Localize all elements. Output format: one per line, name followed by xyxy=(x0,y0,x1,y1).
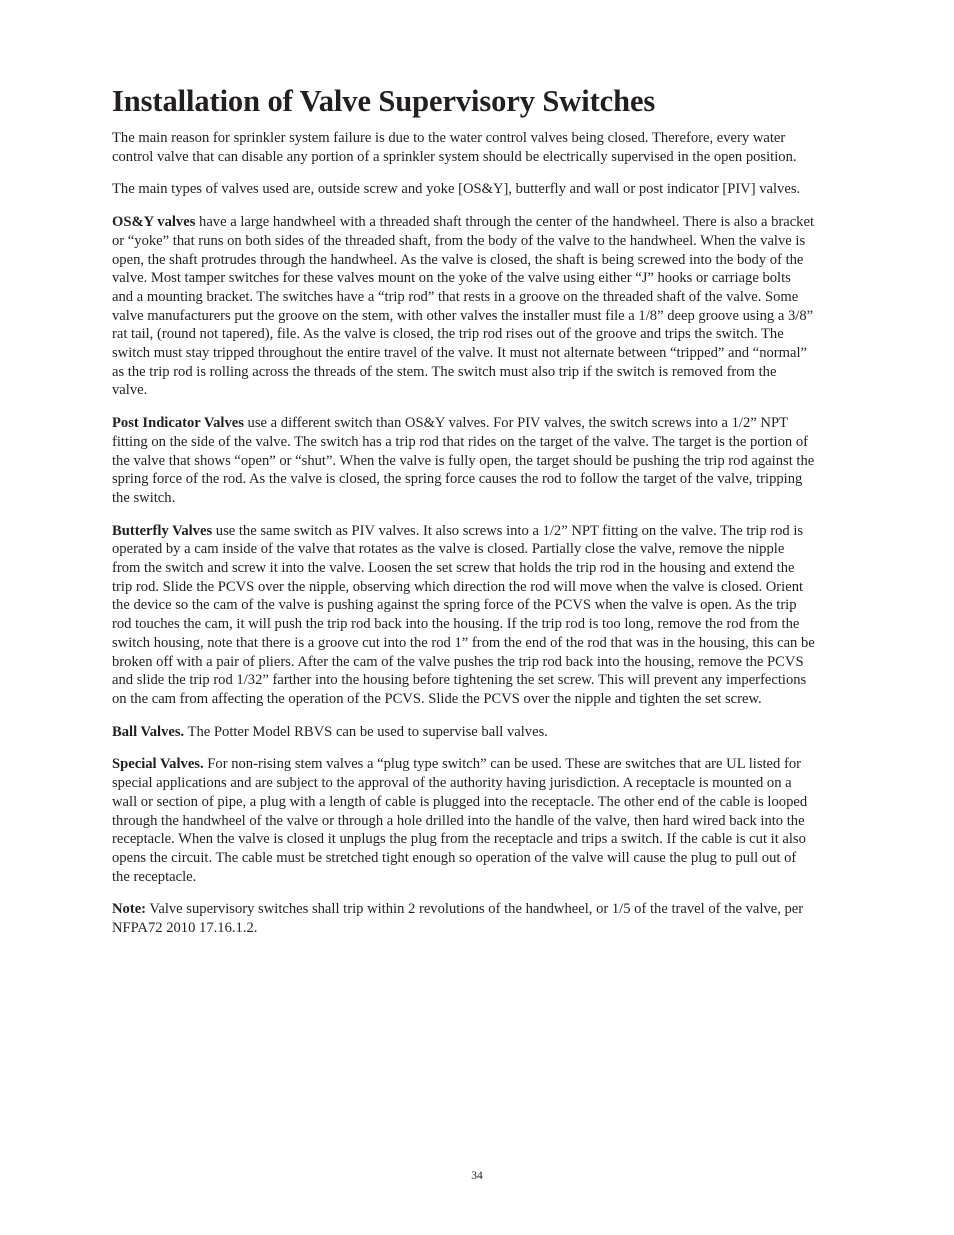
paragraph-lead: Post Indicator Valves xyxy=(112,415,244,432)
page-content xyxy=(112,82,815,952)
paragraph-text: use the same switch as PIV valves. It also screws into a 1/2” NPT fitting on the valve. The trip rod is operated by a cam inside of the valve that rotates as the valve is closed. Partially close the valve, remove the nipple from the switch and screw it into the valve. Loosen the set screw that holds the trip rod in the housing and extend the trip rod. Slide the PCVS over the nipple, observing which direction the rod will move when the valve is closed. Orient the device so the cam of the valve is pushing against the spring force of the PCVS when the valve is open. As the trip rod touches the cam, it will push the trip rod back into the housing. If the trip rod is too long, remove the rod from the switch housing, note that there is a groove cut into the rod 1” from the end of the rod that was in the housing, this can be broken off with a pair of pliers. After the cam of the valve pushes the trip rod back into the housing, remove the PCVS and slide the trip rod 1/32” farther into the housing before tightening the set screw. This will prevent any imperfections on the cam from affecting the operation of the PCVS. Slide the PCVS over the nipple and tighten the set screw. xyxy=(112,522,815,707)
paragraph-lead: Butterfly Valves xyxy=(112,522,213,539)
paragraph-lead: OS&Y valves xyxy=(112,214,196,231)
page-number: 34 xyxy=(471,1170,483,1182)
paragraph-text: For non-rising stem valves a “plug type switch” can be used. These are switches that are UL listed for special applications and are subject to the approval of the authority having jurisdiction. A receptacle is mounted on a wall or section of pipe, a plug with a length of cable is plugged into the receptacle. The other end of the cable is looped through the handwheel of the valve or through a hole drilled into the handle of the valve, then hard wired back into the receptacle. When the valve is closed it unplugs the plug from the receptacle and trips a switch. If the cable is cut it also opens the circuit. The cable must be stretched tight enough so operation of the valve will cause the plug to pull out of the receptacle. xyxy=(112,756,808,885)
paragraph-text: use a different switch than OS&Y valves. For PIV valves, the switch screws into a 1/2” NPT fitting on the side of the valve. The switch has a trip rod that rides on the target of the valve. The target is the portion of the valve that shows “open” or “shut”. When the valve is fully open, the target should be pushing the trip rod against the spring force of the rod. As the valve is closed, the spring force causes the rod to follow the target of the valve, tripping the switch. xyxy=(112,415,815,506)
paragraph-text: The Potter Model RBVS can be used to supervise ball valves. xyxy=(184,723,548,740)
paragraph-post-indicator-valves xyxy=(112,414,815,508)
paragraph-osy-valves xyxy=(112,213,815,400)
paragraph-text: The main reason for sprinkler system failure is due to the water control valves being closed. Therefore, every water control valve that can disable any portion of a sprinkler system should be electrically supervised in the open position. xyxy=(112,130,797,165)
paragraph-text: Valve supervisory switches shall trip within 2 revolutions of the handwheel, or 1/5 of the travel of the valve, per NFPA72 2010 17.16.1.2. xyxy=(112,901,804,937)
paragraph-butterfly-valves xyxy=(112,522,815,709)
paragraph-lead: Special Valves. xyxy=(112,756,204,773)
paragraph-lead: Note: xyxy=(112,901,147,918)
paragraph-text: have a large handwheel with a threaded shaft through the center of the handwheel. There is also a bracket or “yoke” that runs on both sides of the threaded shaft, from the body of the valve to the handwheel. When the valve is open, the shaft protrudes through the handwheel. As the valve is closed, the shaft is being screwed into the body of the valve. Most tamper switches for these valves mount on the yoke of the valve using either “J” hooks or carriage bolts and a mounting bracket. The switches have a “trip rod” that rests in a groove on the threaded shaft of the valve. Some valve manufacturers put the groove on the stem, with other valves the installer must file a 1/8” deep groove using a 3/8” rat tail, (round not tapered), file. As the valve is closed, the trip rod rises out of the groove and trips the switch. The switch must stay tripped throughout the entire travel of the valve. It must not alternate between “tripped” and “normal” as the trip rod is rolling across the threads of the stem. The switch must also trip if the switch is removed from the valve. xyxy=(112,214,815,399)
paragraph-ball-valves xyxy=(112,723,815,742)
page-title: Installation of Valve Supervisory Switches xyxy=(112,84,656,118)
paragraph-valve-types xyxy=(112,180,815,199)
paragraph-special-valves xyxy=(112,755,815,886)
paragraph-note xyxy=(112,900,815,937)
paragraph-lead: Ball Valves. xyxy=(112,723,185,740)
paragraph-intro xyxy=(112,129,815,166)
paragraph-text: The main types of valves used are, outside screw and yoke [OS&Y], butterfly and wall or post indicator [PIV] valves. xyxy=(112,181,801,198)
